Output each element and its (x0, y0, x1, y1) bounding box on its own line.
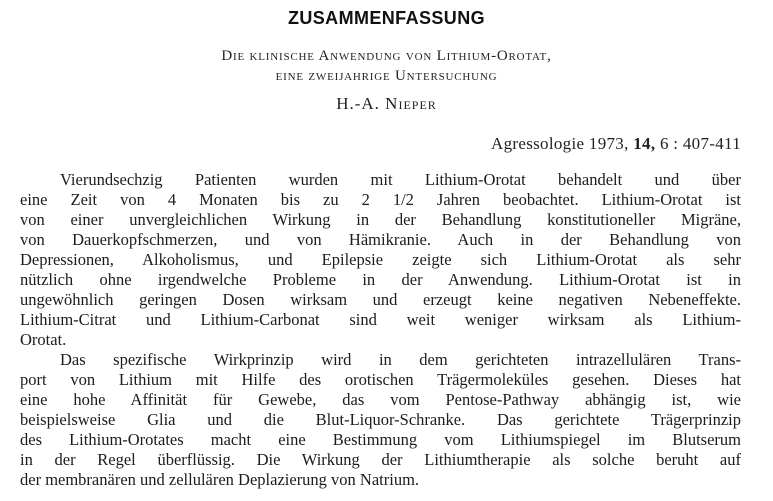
citation-journal: Agressologie 1973, (491, 134, 629, 153)
body-line: von einer unvergleichlichen Wirkung in der Behandlung konstitutioneller Migräne, (20, 210, 741, 229)
citation-volume: 14, (633, 134, 656, 153)
body-line: ungewöhnlich geringen Dosen wirksam und erzeugt keine negativen Nebeneffekte. (20, 290, 741, 309)
body-line: eine hohe Affinität für Gewebe, das vom Pentose-Pathway abhängig ist, wie (20, 390, 741, 409)
citation (491, 134, 741, 154)
body-line: Depressionen, Alkoholismus, und Epilepsie zeigte sich Lithium-Orotat als sehr (20, 250, 741, 269)
article-title-line-2: eine zweijahrige Untersuchung (275, 68, 498, 84)
body-line: von Dauerkopfschmerzen, und von Hämikranie. Auch in der Behandlung von (20, 230, 741, 249)
body-line: Vierundsechzig Patienten wurden mit Lithium-Orotat behandelt und über (60, 170, 741, 189)
body-line: beispielsweise Glia und die Blut-Liquor-Schranke. Das gerichtete Trägerprinzip (20, 410, 741, 429)
body-line: Das spezifische Wirkprinzip wird in dem gerichteten intrazellulären Trans- (60, 350, 741, 369)
body-line: nützlich ohne irgendwelche Probleme in der Anwendung. Lithium-Orotat ist in (20, 270, 741, 289)
body-line: des Lithium-Orotates macht eine Bestimmung vom Lithiumspiegel im Blutserum (20, 430, 741, 449)
author-name: H.-A. Nieper (336, 94, 437, 113)
body-line: der membranären und zellulären Deplazierung von Natrium. (20, 470, 420, 489)
body-line: Lithium-Citrat und Lithium-Carbonat sind weit weniger wirksam als Lithium- (20, 310, 741, 329)
body-line: Orotat. (20, 330, 67, 349)
article-title-line-1: Die klinische Anwendung von Lithium-Orotat, (221, 48, 552, 64)
body-line: eine Zeit von 4 Monaten bis zu 2 1/2 Jahren beobachtet. Lithium-Orotat ist (20, 190, 741, 209)
citation-issue-pages: 6 : 407-411 (659, 134, 741, 153)
body-line: port von Lithium mit Hilfe des orotischen Trägermoleküles gesehen. Dieses hat (20, 370, 741, 389)
section-heading: ZUSAMMENFASSUNG (287, 8, 485, 28)
body-line: in der Regel überflüssig. Die Wirkung der Lithiumtherapie als solche beruht auf (20, 450, 741, 469)
